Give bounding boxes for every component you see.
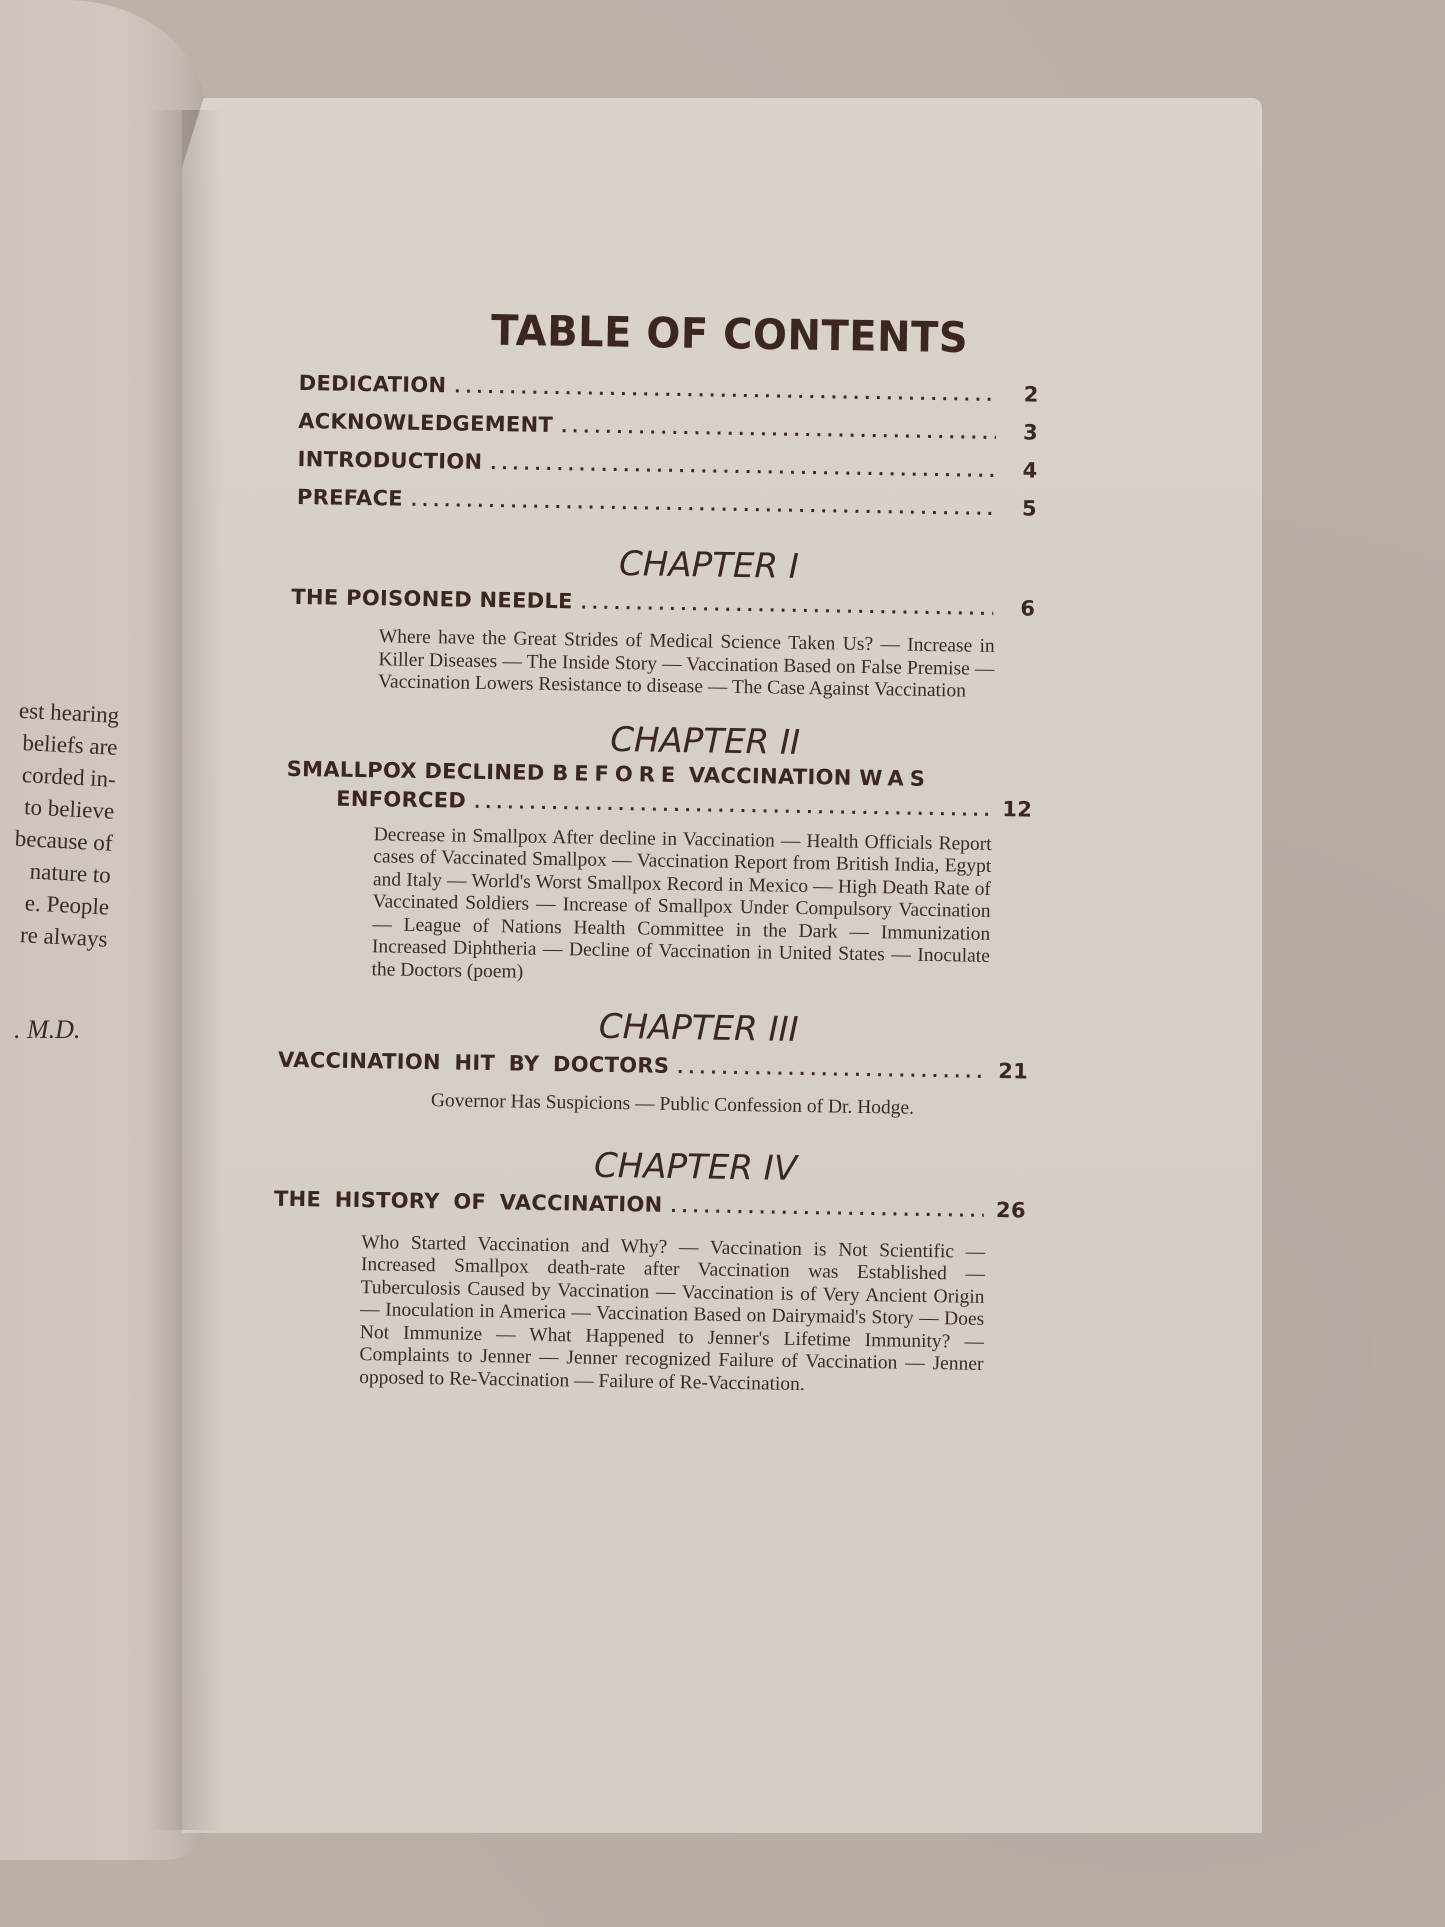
dot-leader	[474, 787, 991, 825]
page-number: 4	[1022, 458, 1038, 483]
entry-label: DEDICATION	[298, 370, 447, 398]
chapter-heading: CHAPTER I	[618, 544, 800, 587]
left-text-line: to believe	[23, 794, 115, 824]
chapter-title-part: SMALLPOX DECLINED	[286, 756, 545, 785]
left-text-line: beliefs are	[21, 729, 119, 760]
chapter-heading: CHAPTER IV	[593, 1145, 798, 1189]
table-of-contents	[273, 305, 1040, 1399]
page-number: 6	[1020, 596, 1036, 621]
chapter-title-part: ENFORCED	[336, 786, 467, 813]
chapter-1-section	[290, 539, 1036, 704]
page-number: 5	[1021, 496, 1038, 521]
chapter-title-part: BEFORE	[551, 760, 682, 787]
chapter-title-part: WAS	[859, 765, 932, 791]
left-text-line: corded in-	[21, 761, 117, 792]
entry-label: PREFACE	[296, 484, 404, 511]
chapter-heading: CHAPTER III	[598, 1006, 799, 1050]
dot-leader	[580, 585, 993, 627]
chapter-4-section	[271, 1140, 1027, 1399]
page-number: 2	[1023, 382, 1039, 407]
toc-entry-chapter-2[interactable]	[286, 754, 1033, 826]
left-page-signature: . M.D.	[14, 1015, 81, 1044]
page-edge-shadow	[182, 110, 222, 1830]
chapter-description: Who Started Vaccination and Why? — Vaccination is Not Scientific — Increased Smallpox death-rate after Vaccination was Established — Tuberculosis Caused by Vaccination — Vaccination is of Very Ancient Origin — Inoculation in America — Vaccination Based on Dairymaid's Story — Does Not Immunize — What Happened to Jenner's Lifetime Immunity? — Complaints to Jenner — Jenner recognized Failure of Vaccination — Jenner opposed to Re-Vaccination — Failure of Re-Vaccination.	[359, 1231, 986, 1395]
left-text-line: est hearing	[18, 697, 120, 728]
dot-leader	[670, 1188, 984, 1229]
chapter-2-section	[283, 714, 1033, 991]
chapter-title: THE HISTORY OF VACCINATION	[273, 1186, 663, 1217]
left-text-line: e. People	[24, 890, 110, 920]
chapter-title-part: VACCINATION	[688, 762, 852, 790]
left-text-line: nature to	[29, 858, 112, 888]
page-number: 12	[1002, 796, 1033, 822]
page-number: 26	[995, 1197, 1027, 1223]
chapter-title: VACCINATION HIT BY DOCTORS	[277, 1047, 670, 1078]
chapter-description: Where have the Great Strides of Medical Science Taken Us? — Increase in Killer Diseases — The Inside Story — Vaccination Based on False Premise — Vaccination Lowers Resistance to disease — The Case Against Vaccination	[377, 626, 995, 702]
dot-leader	[677, 1050, 986, 1091]
chapter-heading: CHAPTER II	[609, 719, 801, 763]
left-text-line: re always	[19, 922, 109, 952]
chapter-description: Decrease in Smallpox After decline in Vaccination — Health Officials Report cases of Vaccinated Smallpox — Vaccination Report from British India, Egypt and Italy — World's Worst Smallpox Record in Mexico — High Death Rate of Vaccinated Soldiers — Increase of Smallpox Under Compulsory Vaccination — League of Nations Health Committee in the Dark — Immunization Increased Diphtheria — Decline of Vaccination in United States — Inoculate the Doctors (poem)	[371, 823, 992, 983]
page-number: 3	[1022, 420, 1039, 445]
dot-leader	[561, 409, 997, 452]
toc-title: TABLE OF CONTENTS	[490, 306, 969, 363]
chapter-title: THE POISONED NEEDLE	[291, 584, 573, 614]
entry-label: ACKNOWLEDGEMENT	[297, 408, 554, 437]
chapter-3-section	[277, 1002, 1029, 1122]
left-page-text	[0, 694, 120, 956]
left-text-line: because of	[14, 825, 114, 856]
page-number: 21	[998, 1059, 1029, 1084]
entry-label: INTRODUCTION	[297, 446, 483, 474]
dot-leader	[411, 483, 996, 528]
chapter-description: Governor Has Suspicions — Public Confession of Dr. Hodge.	[430, 1090, 915, 1119]
